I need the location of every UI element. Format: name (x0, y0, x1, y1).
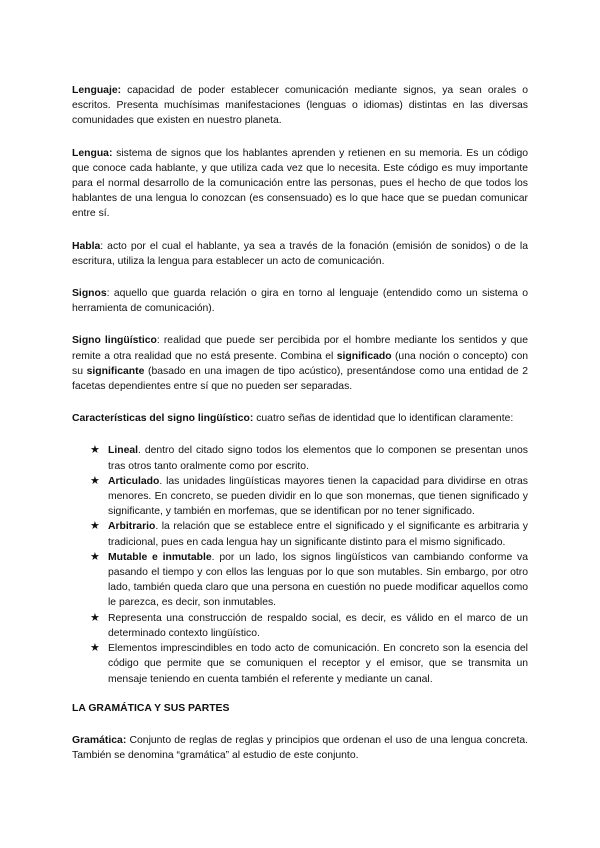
document-page (72, 83, 528, 780)
term-significado: significado (336, 350, 392, 362)
definition-gramatica-text: Conjunto de reglas de reglas y principios que ordenan el uso de una lengua concreta. También se denomina “gramática” al estudio de este conjunto. (72, 734, 528, 762)
caracteristicas-list (72, 443, 528, 686)
star-icon: ★ (90, 474, 100, 487)
definition-signos-text: : aquello que guarda relación o gira en torno al lenguaje (entendido como un sistema o herramienta de comunicación). (72, 288, 528, 315)
bullet-text: . por un lado, los signos lingüísticos van cambiando conforme va pasando el tiempo y con ellos las lenguas por lo que son mutables. Sin embargo, por otro lado, también queda claro que una persona en cuestión no puede modificar aquellos como le parezca, es decir, son inmutables. (108, 551, 528, 609)
term-caracteristicas: Características del signo lingüístico: (72, 413, 254, 425)
bullet-text: Representa una construcción de respaldo social, es decir, es válido en el marco de un determinado contexto lingüístico. (108, 612, 528, 639)
term-signos: Signos (72, 288, 107, 300)
bullet-term: Arbitrario (108, 521, 156, 533)
bullet-text: Elementos imprescindibles en todo acto de comunicación. En concreto son la esencia del código que permite que se comuniquen el receptor y el emisor, que se transmita un mensaje teniendo en cuenta también el referente y mediante un canal. (108, 643, 528, 685)
term-signo-linguistico: Signo lingüístico (72, 335, 157, 347)
definition-signo-linguistico (72, 333, 528, 394)
list-item (90, 550, 528, 611)
list-item (90, 443, 528, 473)
list-item (90, 641, 528, 687)
signo-text-2: (una noción o concepto) con su (72, 350, 529, 377)
star-icon: ★ (90, 520, 100, 533)
bullet-term: Lineal (108, 445, 139, 457)
section-heading: LA GRAMÁTICA Y SUS PARTES (72, 702, 230, 714)
definition-habla (72, 239, 528, 269)
list-item (90, 611, 528, 641)
term-lengua: Lengua: (72, 147, 113, 159)
term-gramatica: Gramática: (72, 734, 127, 746)
list-item (90, 519, 528, 549)
definition-lengua-text: sistema de signos que los hablantes aprenden y retienen en su memoria. Es un código que conoce cada hablante, y que utiliza cada vez que lo necesita. Este código es muy importante para el normal desarrollo de la comunicación entre las personas, pues el hecho de que todos los hablantes de una lengua lo conozcan (es consensuado) es lo que hace que se puedan comunicar entre sí. (72, 147, 528, 220)
signo-text-3: (basado en una imagen de tipo acústico), presentándose como una entidad de 2 facetas dependientes entre sí que no pueden ser separadas. (72, 365, 528, 393)
star-icon: ★ (90, 550, 100, 563)
term-habla: Habla (72, 240, 101, 252)
list-item (90, 474, 528, 520)
term-lenguaje: Lenguaje: (72, 85, 122, 96)
bullet-text: . dentro del citado signo todos los elementos que lo componen se presentan unos tras otros tanto oralmente como por escrito. (108, 445, 528, 472)
definition-gramatica (72, 733, 528, 763)
definition-habla-text: : acto por el cual el hablante, ya sea a través de la fonación (emisión de sonidos) o de la escritura, utiliza la lengua para establecer un acto de comunicación. (72, 240, 528, 267)
definition-lengua (72, 146, 528, 222)
term-significante: significante (86, 365, 145, 377)
star-icon: ★ (90, 642, 100, 655)
caracteristicas-intro (72, 411, 528, 426)
signo-text-1: : realidad que puede ser percibida por el hombre mediante los sentidos y que remite a otra realidad que no está presente. Combina el (72, 335, 528, 362)
bullet-text: . la relación que se establece entre el significado y el significante es arbitraria y tradicional, pues en cada lengua hay un significante distinto para el mismo significado. (108, 521, 528, 548)
definition-lenguaje (72, 83, 528, 129)
definition-lenguaje-text: capacidad de poder establecer comunicación mediante signos, ya sean orales o escritos. Presenta muchísimas manifestaciones (lenguas o idiomas) distintas en las diversas comunidades que existen en nuestro planeta. (72, 85, 528, 127)
star-icon: ★ (90, 611, 100, 624)
bullet-term: Mutable e inmutable (108, 551, 212, 563)
star-icon: ★ (90, 444, 100, 457)
caracteristicas-text: cuatro señas de identidad que lo identifican claramente: (253, 413, 514, 425)
bullet-term: Articulado (108, 475, 160, 487)
bullet-text: . las unidades lingüísticas mayores tienen la capacidad para dividirse en otras menores. En concreto, se pueden dividir en lo que son monemas, que tienen significado y significante, y también en morfemas, que se identifican por no tener significado. (108, 475, 528, 518)
definition-signos (72, 286, 528, 316)
